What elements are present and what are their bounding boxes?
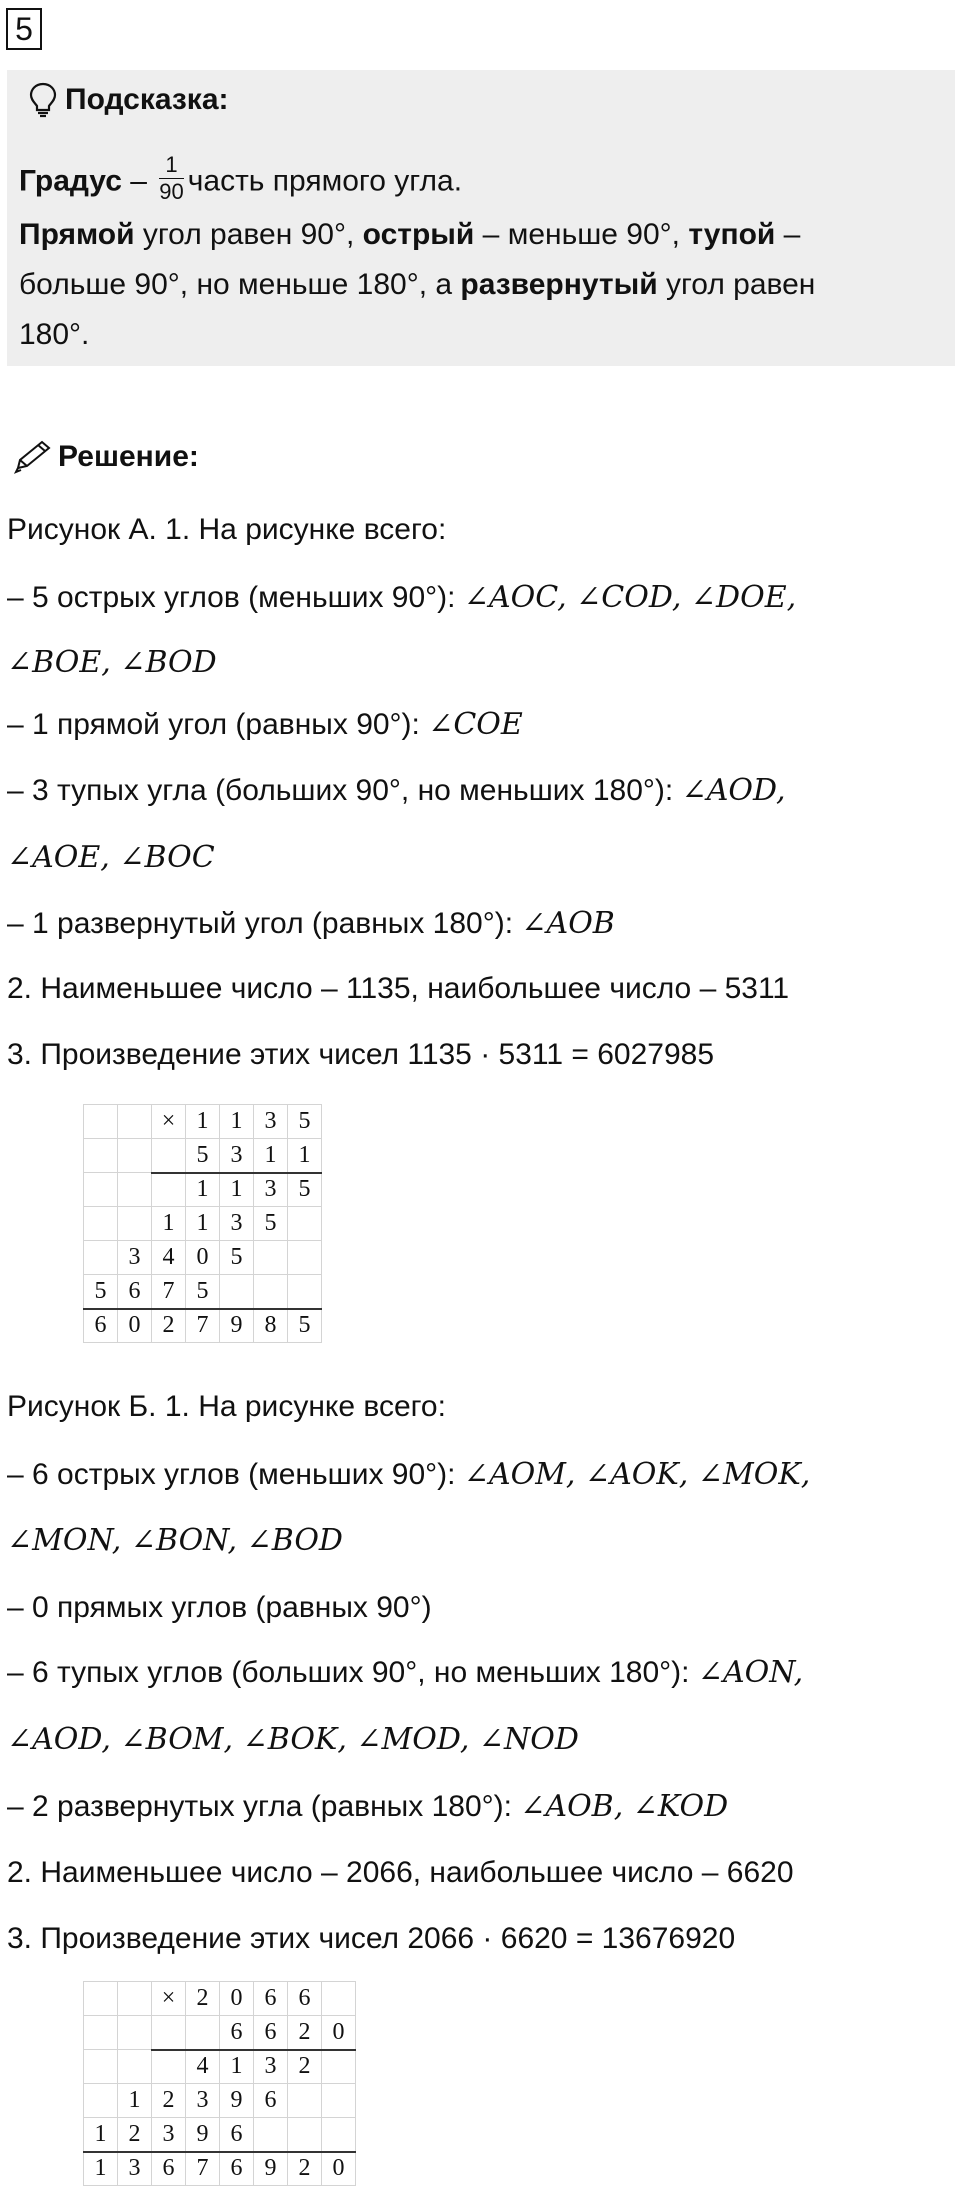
calc-cell: 9 xyxy=(220,1309,254,1343)
calc-row xyxy=(84,2118,356,2152)
calc-cell: 0 xyxy=(186,1241,220,1275)
calc-cell: 6 xyxy=(152,2152,186,2186)
calc-cell xyxy=(254,1241,288,1275)
b-line-9: 3. Произведение этих чисел 2066 · 6620 = 13676920 xyxy=(7,1922,736,1955)
calc-cell: 2 xyxy=(288,2050,322,2084)
calc-cell xyxy=(84,1207,118,1241)
calc-cell: 5 xyxy=(84,1275,118,1309)
calc-cell: 5 xyxy=(288,1309,322,1343)
a-line-5: – 3 тупых угла (больших 90°, но меньших 180°): ∠AOD, xyxy=(7,773,786,808)
calc-cell xyxy=(254,1275,288,1309)
calc-row xyxy=(84,1241,322,1275)
calc-cell: 0 xyxy=(322,2152,356,2186)
calc-cell xyxy=(288,2084,322,2118)
calc-cell xyxy=(288,2118,322,2152)
calc-cell xyxy=(152,1173,186,1207)
calc-cell: 0 xyxy=(322,2016,356,2050)
calc-cell: 0 xyxy=(118,1309,152,1343)
b-line-6: ∠AOD, ∠BOM, ∠BOK, ∠MOD, ∠NOD xyxy=(7,1722,579,1757)
calc-cell: 2 xyxy=(288,2016,322,2050)
calc-cell xyxy=(118,1207,152,1241)
b-line-2: – 6 острых углов (меньших 90°): ∠AOM, ∠AOK, ∠MOK, xyxy=(7,1457,811,1492)
calc-cell: 6 xyxy=(220,2118,254,2152)
calc-cell: 1 xyxy=(186,1207,220,1241)
calc-cell: 9 xyxy=(186,2118,220,2152)
calc-cell: 1 xyxy=(84,2152,118,2186)
calc-cell: 6 xyxy=(220,2152,254,2186)
calc-cell: 1 xyxy=(220,1105,254,1139)
calc-cell: 1 xyxy=(220,2050,254,2084)
calc-cell: 3 xyxy=(118,1241,152,1275)
calc-cell xyxy=(152,1139,186,1173)
calc-cell: 7 xyxy=(186,1309,220,1343)
calc-cell: 2 xyxy=(186,1982,220,2016)
calc-cell: 5 xyxy=(288,1173,322,1207)
calc-cell xyxy=(118,2016,152,2050)
calc-cell: 2 xyxy=(152,1309,186,1343)
calc-cell: 5 xyxy=(186,1139,220,1173)
calc-cell: 7 xyxy=(186,2152,220,2186)
calc-cell: 1 xyxy=(220,1173,254,1207)
a-line-1: Рисунок А. 1. На рисунке всего: xyxy=(7,513,447,546)
a-line-6: ∠AOE, ∠BOC xyxy=(7,840,215,875)
calc-cell: 3 xyxy=(186,2084,220,2118)
a-line-3: ∠BOE, ∠BOD xyxy=(7,645,217,680)
calc-row xyxy=(84,1982,356,2016)
calc-cell xyxy=(322,2050,356,2084)
calc-cell: 7 xyxy=(152,1275,186,1309)
hint-line-1: Градус – $\frac{1}{90}$ часть прямого угла. xyxy=(19,152,463,204)
calc-cell xyxy=(322,1982,356,2016)
calc-cell xyxy=(288,1275,322,1309)
multiplication-table-a xyxy=(83,1104,322,1343)
calc-row xyxy=(84,1139,322,1173)
calc-cell: 9 xyxy=(254,2152,288,2186)
calc-cell xyxy=(84,1982,118,2016)
calc-cell: 6 xyxy=(118,1275,152,1309)
fraction: $\frac{1}{90}$ xyxy=(159,152,184,204)
b-line-1: Рисунок Б. 1. На рисунке всего: xyxy=(7,1390,446,1423)
calc-cell: 5 xyxy=(288,1105,322,1139)
calc-row xyxy=(84,2016,356,2050)
calc-row xyxy=(84,1173,322,1207)
calc-cell xyxy=(84,1139,118,1173)
calc-cell xyxy=(322,2118,356,2152)
calc-cell xyxy=(118,1982,152,2016)
multiplication-table-b xyxy=(83,1981,356,2186)
calc-cell xyxy=(152,2050,186,2084)
calc-cell xyxy=(84,2016,118,2050)
calc-cell: 4 xyxy=(186,2050,220,2084)
calc-cell: 8 xyxy=(254,1309,288,1343)
calc-cell: 3 xyxy=(152,2118,186,2152)
hint-line-4: 180°. xyxy=(19,318,90,351)
a-line-9: 3. Произведение этих чисел 1135 · 5311 = 6027985 xyxy=(7,1038,715,1071)
calc-cell: 5 xyxy=(254,1207,288,1241)
calc-cell xyxy=(84,1241,118,1275)
calc-cell: 6 xyxy=(254,1982,288,2016)
calc-cell: 1 xyxy=(288,1139,322,1173)
calc-row xyxy=(84,1207,322,1241)
calc-cell: 2 xyxy=(288,2152,322,2186)
calc-cell: 3 xyxy=(254,2050,288,2084)
calc-cell: 2 xyxy=(118,2118,152,2152)
calc-cell xyxy=(84,2084,118,2118)
a-line-2: – 5 острых углов (меньших 90°): ∠AOC, ∠COD, ∠DOE, xyxy=(7,580,797,615)
a-line-8: 2. Наименьшее число – 1135, наибольшее число – 5311 xyxy=(7,972,790,1005)
calc-cell: 1 xyxy=(152,1207,186,1241)
calc-cell xyxy=(288,1207,322,1241)
calc-cell xyxy=(254,2118,288,2152)
lightbulb-icon xyxy=(29,82,57,118)
calc-row xyxy=(84,2050,356,2084)
calc-cell: 3 xyxy=(254,1105,288,1139)
calc-cell: 0 xyxy=(220,1982,254,2016)
calc-cell xyxy=(118,1139,152,1173)
b-line-4: – 0 прямых углов (равных 90°) xyxy=(7,1591,432,1624)
calc-cell: 1 xyxy=(186,1105,220,1139)
b-line-3: ∠MON, ∠BON, ∠BOD xyxy=(7,1523,343,1558)
calc-cell: 9 xyxy=(220,2084,254,2118)
calc-cell xyxy=(220,1275,254,1309)
calc-row xyxy=(84,2084,356,2118)
pencil-icon xyxy=(12,440,52,474)
calc-cell: × xyxy=(152,1982,186,2016)
calc-cell: 1 xyxy=(118,2084,152,2118)
a-line-4: – 1 прямой угол (равных 90°): ∠COE xyxy=(7,707,523,742)
calc-cell xyxy=(84,1173,118,1207)
calc-cell: 3 xyxy=(220,1139,254,1173)
calc-cell: 3 xyxy=(254,1173,288,1207)
calc-cell: 5 xyxy=(186,1275,220,1309)
calc-cell xyxy=(288,1241,322,1275)
calc-cell: 1 xyxy=(84,2118,118,2152)
hint-title: Подсказка: xyxy=(29,82,229,118)
b-line-5: – 6 тупых углов (больших 90°, но меньших 180°): ∠AON, xyxy=(7,1655,804,1690)
solution-title: Решение: xyxy=(12,440,199,474)
calc-cell: 6 xyxy=(84,1309,118,1343)
calc-cell xyxy=(118,1173,152,1207)
calc-row xyxy=(84,2152,356,2186)
calc-cell: 2 xyxy=(152,2084,186,2118)
a-line-7: – 1 развернутый угол (равных 180°): ∠AOB xyxy=(7,906,615,941)
calc-cell xyxy=(322,2084,356,2118)
calc-cell xyxy=(186,2016,220,2050)
calc-cell: 6 xyxy=(254,2016,288,2050)
calc-row xyxy=(84,1275,322,1309)
calc-cell: 6 xyxy=(220,2016,254,2050)
calc-cell: 3 xyxy=(220,1207,254,1241)
calc-row xyxy=(84,1309,322,1343)
calc-cell: 5 xyxy=(220,1241,254,1275)
calc-cell: 6 xyxy=(254,2084,288,2118)
calc-cell xyxy=(84,2050,118,2084)
calc-cell xyxy=(152,2016,186,2050)
calc-cell xyxy=(84,1105,118,1139)
b-line-7: – 2 развернутых угла (равных 180°): ∠AOB, ∠KOD xyxy=(7,1789,729,1824)
calc-cell: × xyxy=(152,1105,186,1139)
calc-cell: 1 xyxy=(186,1173,220,1207)
hint-box xyxy=(7,70,955,366)
calc-cell: 4 xyxy=(152,1241,186,1275)
b-line-8: 2. Наименьшее число – 2066, наибольшее число – 6620 xyxy=(7,1856,794,1889)
calc-cell: 6 xyxy=(288,1982,322,2016)
task-number: 5 xyxy=(6,8,42,50)
calc-cell xyxy=(118,1105,152,1139)
calc-cell: 3 xyxy=(118,2152,152,2186)
hint-line-3: больше 90°, но меньше 180°, а развернутый угол равен xyxy=(19,268,816,301)
calc-cell xyxy=(118,2050,152,2084)
hint-line-2: Прямой угол равен 90°, острый – меньше 90°, тупой – xyxy=(19,218,801,251)
calc-cell: 1 xyxy=(254,1139,288,1173)
calc-row xyxy=(84,1105,322,1139)
